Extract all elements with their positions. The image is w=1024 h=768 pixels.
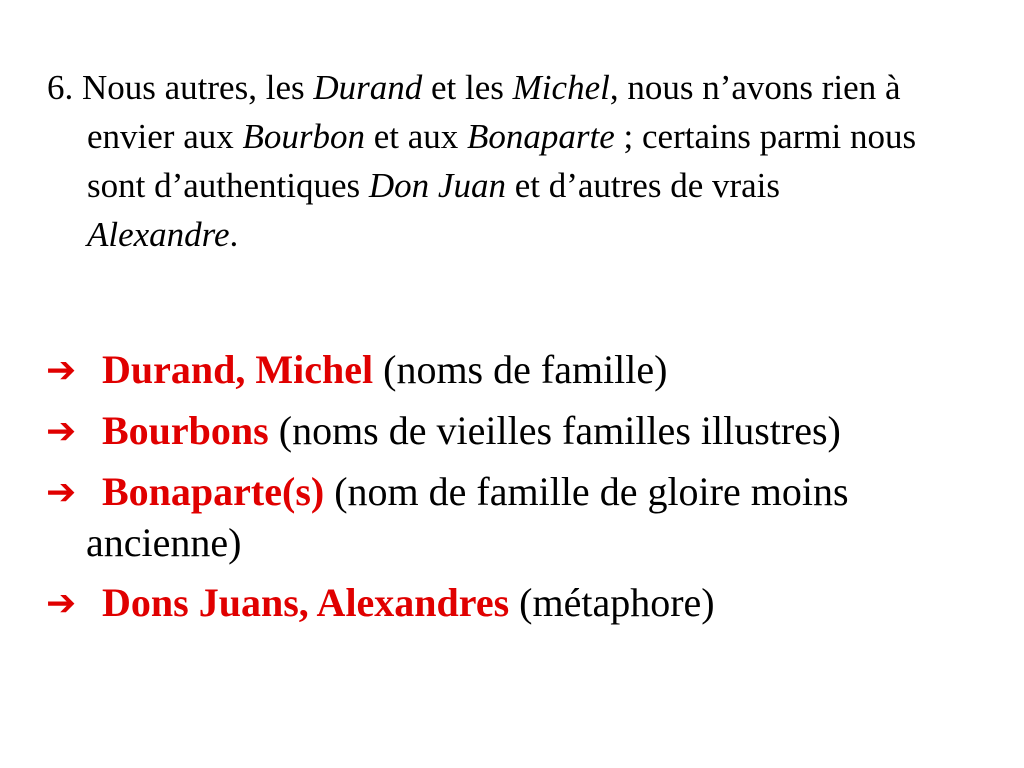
bullet-item [46,406,946,457]
sentence-part-italic: Bourbon [242,117,365,156]
bullet-description: (noms de famille) [373,347,668,392]
sentence-part-italic: Durand [313,68,423,107]
bullet-description: (noms de vieilles familles illustres) [268,408,841,453]
sentence-part: et d’autres de vrais [505,166,781,205]
bullet-item [46,578,946,629]
sentence-part: et aux [364,117,468,156]
sentence-part-italic: Bonaparte [467,117,615,156]
bullet-item [46,467,946,568]
arrow-right-icon: ➔ [46,411,77,452]
arrow-right-icon: ➔ [46,350,77,391]
sentence-part-italic: Michel [512,68,610,107]
bullet-term: Dons Juans, Alexandres [102,580,510,625]
arrow-right-icon: ➔ [46,472,77,513]
example-sentence [47,63,917,259]
sentence-part: , nous n’avons rien à envier aux [87,68,901,156]
bullet-description: (métaphore) [509,580,715,625]
sentence-part: ; certains parmi nous sont d’authentiques [87,117,917,205]
sentence-part: et les [422,68,513,107]
sentence-part: . [229,215,239,254]
sentence-part-italic: Alexandre [87,215,230,254]
sentence-part-italic: Don Juan [368,166,506,205]
bullet-item [46,345,946,396]
bullet-description: (nom de famille de gloire moins ancienne) [86,469,849,565]
bullet-term: Bonaparte(s) [102,469,325,514]
arrow-right-icon: ➔ [46,583,77,624]
bullet-term: Durand, Michel [102,347,374,392]
bullet-list [46,345,946,639]
bullet-term: Bourbons [102,408,269,453]
example-number: 6. [47,68,74,107]
sentence-part: Nous autres, les [73,68,314,107]
